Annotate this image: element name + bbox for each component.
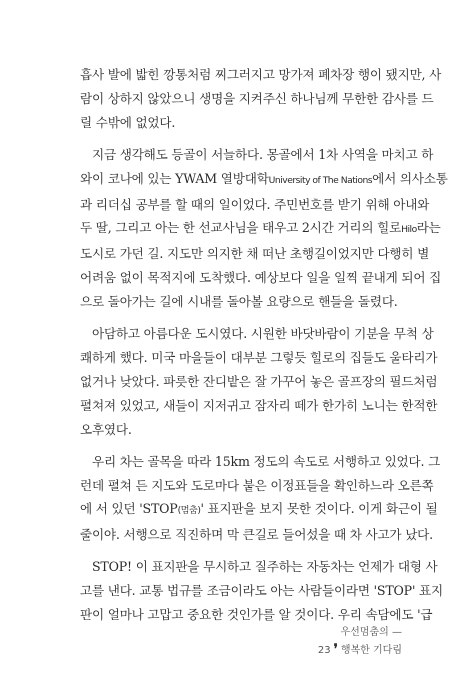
paragraph <box>80 63 442 135</box>
text-segment: ' 표지판을 보지 못한 것이다. 이게 화근이 될 <box>200 501 438 517</box>
paragraph <box>80 143 448 314</box>
page-footer-line <box>318 641 402 659</box>
paragraph <box>80 450 441 548</box>
text-line: 고를 낸다. 교통 법규를 조금이라도 아는 사람들이라면 'STOP' 표지 <box>80 583 443 599</box>
ornament-icon: ❜ <box>333 642 338 657</box>
text-line: STOP! 이 표지판을 무시하고 질주하는 자동차는 언제가 대형 사 <box>92 559 438 575</box>
text-line: 판이 얼마나 고맙고 중요한 것인가를 알 것이다. 우리 속담에도 '급 <box>80 607 433 623</box>
text-line: 으로 돌아가는 길에 시내를 돌아볼 요량으로 핸들을 돌렸다. <box>80 294 398 310</box>
text-segment: 라는 <box>416 220 441 236</box>
text-line: 람이 상하지 않았으니 생명을 지켜주신 하나님께 무한한 감사를 드 <box>80 90 434 106</box>
text-line: 없거나 낮았다. 파릇한 잔디밭은 잘 가꾸어 놓은 골프장의 필드처럼 <box>80 373 438 389</box>
inline-note: Hilo <box>401 224 417 236</box>
text-segment: 와이 코나에 있는 YWAM 열방대학 <box>80 170 269 186</box>
text-segment: 두 딸, 그리고 아는 한 선교사님을 태우고 2시간 거리의 힐로 <box>80 220 402 236</box>
running-header: 우선멈춤의 — <box>340 627 402 638</box>
text-line <box>80 216 441 242</box>
text-segment: 에서 의사소통 <box>372 170 448 186</box>
body-text <box>80 63 448 627</box>
text-line: 펼쳐져 있었고, 새들이 지저귀고 잠자리 떼가 한가히 노니는 한적한 <box>80 397 438 413</box>
text-line: 도시로 가던 길. 지도만 의지한 채 떠난 초행길이었지만 다행히 별 <box>80 246 430 262</box>
text-segment: 에 서 있던 'STOP <box>80 501 178 517</box>
chapter-title: 행복한 기다림 <box>340 645 402 656</box>
text-line: 런데 펼쳐 든 지도와 도로마다 붙은 이정표들을 확인하느라 오른쪽 <box>80 477 434 493</box>
page-number: 23 <box>317 645 331 656</box>
text-line: 과 리더십 공부를 할 때의 일이었다. 주민번호를 받기 위해 아내와 <box>80 196 430 212</box>
text-line: 아담하고 아름다운 도시였다. 시원한 바닷바람이 기분을 무척 상 <box>92 326 434 342</box>
text-line: 줄이야. 서행으로 직진하며 막 큰길로 들어섰을 때 차 사고가 났다. <box>80 527 433 543</box>
text-line: 릴 수밖에 없었다. <box>80 114 176 130</box>
text-line: 어려움 없이 목적지에 도착했다. 예상보다 일을 일찍 끝내게 되어 집 <box>80 270 442 286</box>
inline-note: University of The Nations <box>268 174 373 186</box>
inline-note: (멈춤) <box>177 505 201 517</box>
text-line <box>80 167 448 193</box>
text-line: 지금 생각해도 등골이 서늘하다. 몽골에서 1차 사역을 마치고 하 <box>92 146 434 162</box>
text-line: 쾌하게 했다. 미국 마을들이 대부분 그렇듯 힐로의 집들도 울타리가 <box>80 349 438 365</box>
paragraph <box>80 555 443 627</box>
text-line <box>80 497 438 523</box>
text-line: 흡사 발에 밟힌 깡통처럼 찌그러지고 망가져 폐차장 행이 됐지만, 사 <box>80 67 442 82</box>
text-line: 오후였다. <box>80 421 132 437</box>
paragraph <box>80 322 438 442</box>
text-line: 우리 차는 골목을 따라 15km 정도의 속도로 서행하고 있었다. 그 <box>92 453 441 469</box>
page-footer <box>318 624 402 659</box>
